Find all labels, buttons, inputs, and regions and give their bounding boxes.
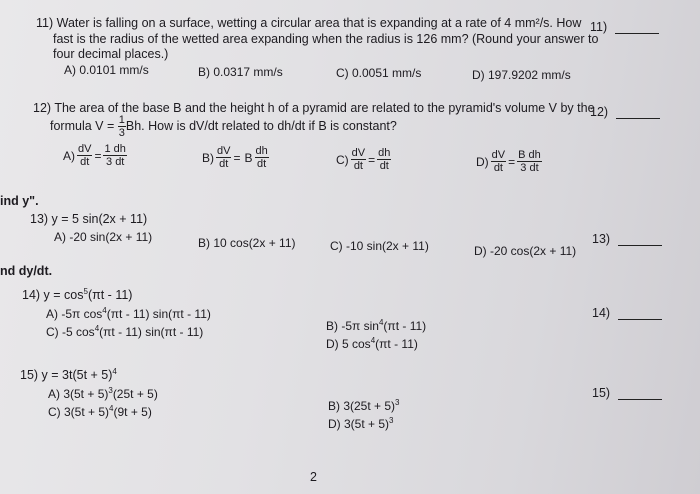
- equals-sign: =: [233, 150, 241, 165]
- option-text: (25t + 5): [112, 387, 158, 401]
- q15-answer-slot[interactable]: [592, 386, 662, 400]
- q12-line1: 12) The area of the base B and the height h of a pyramid are related to the pyramid's volume V by the: [33, 101, 595, 115]
- fraction-numerator: 1 dh: [104, 143, 126, 155]
- q11-blank[interactable]: [615, 33, 659, 34]
- exponent: 4: [112, 367, 117, 376]
- stem-text: 15) y = 3t(5t + 5): [20, 368, 113, 382]
- fraction-numerator: B dh: [518, 149, 541, 161]
- q14-option-c: [46, 324, 203, 339]
- fraction-denominator: dt: [353, 160, 363, 172]
- q13-option-a: A) -20 sin(2x + 11): [54, 230, 153, 244]
- exponent: 3: [389, 416, 394, 425]
- exponent: 4: [370, 336, 376, 345]
- fraction-denominator: dt: [257, 158, 267, 170]
- q12-number: 12): [590, 105, 609, 119]
- q13-option-b: B) 10 cos(2x + 11): [198, 236, 296, 250]
- option-text: D) 3(5t + 5): [328, 417, 390, 431]
- exponent: 3: [395, 398, 400, 407]
- option-text: (9t + 5): [113, 405, 152, 419]
- q11-option-d: D) 197.9202 mm/s: [472, 68, 571, 82]
- q15-option-c: [48, 404, 152, 419]
- q11-line2: fast is the radius of the wetted area expanding when the radius is 126 mm? (Round your answer to: [53, 32, 599, 46]
- q12-answer-slot[interactable]: [590, 105, 660, 119]
- option-label: C): [336, 152, 349, 167]
- q11-answer-slot[interactable]: [590, 20, 659, 34]
- fraction-numerator: dh: [378, 147, 391, 159]
- fraction-denominator: 3 dt: [520, 162, 539, 174]
- equals-sign: =: [94, 148, 102, 163]
- q12-formula-suffix: Bh. How is dV/dt related to dh/dt if B is constant?: [125, 118, 397, 133]
- dv-dt-fraction: [77, 143, 92, 168]
- option-label: B): [202, 150, 214, 165]
- option-text: D) 5 cos: [326, 337, 371, 351]
- dh-dt-fraction: [377, 147, 391, 172]
- q13-option-c: C) -10 sin(2x + 11): [330, 239, 429, 253]
- q14-option-a: [46, 306, 211, 321]
- q11-line1: 11) Water is falling on a surface, wetting a circular area that is expanding at a rate of 4 mm²/s. How: [36, 16, 582, 30]
- q12-option-b: [200, 145, 269, 170]
- option-text: C) -5 cos: [46, 325, 95, 339]
- fraction-denominator: dt: [379, 160, 389, 172]
- coefficient: B: [244, 150, 253, 165]
- q13-number: 13): [592, 232, 611, 246]
- equals-sign: =: [508, 154, 516, 169]
- q14-stem: [22, 284, 132, 303]
- q13-answer-slot[interactable]: [592, 232, 662, 246]
- fraction-denominator: dt: [80, 156, 90, 168]
- rhs-fraction: [103, 143, 126, 168]
- q12-option-c: [334, 147, 391, 172]
- q15-blank[interactable]: [618, 399, 662, 400]
- exponent: 5: [83, 287, 88, 296]
- q15-stem: [20, 364, 117, 383]
- fraction-numerator: dh: [255, 145, 268, 157]
- dh-dt-fraction: [255, 145, 269, 170]
- q14-blank[interactable]: [618, 319, 662, 320]
- exponent: 4: [102, 306, 107, 315]
- exponent: 4: [94, 324, 100, 333]
- exponent: 4: [109, 404, 114, 413]
- exponent: 4: [378, 318, 384, 327]
- equals-sign: =: [368, 152, 376, 167]
- fraction-numerator: dV: [217, 145, 231, 157]
- dv-dt-fraction: [351, 147, 366, 172]
- q12-option-a: [61, 143, 127, 168]
- option-text: (πt - 11): [383, 319, 427, 333]
- q14-number: 14): [592, 306, 611, 320]
- option-text: C) 3(5t + 5): [48, 405, 110, 419]
- fraction-denominator: 3: [118, 127, 125, 139]
- stem-text: 14) y = cos: [22, 288, 84, 302]
- q14-option-d: [326, 336, 418, 351]
- fraction-denominator: dt: [493, 162, 503, 174]
- dv-dt-fraction: [491, 149, 506, 174]
- section-heading-find-dydt: nd dy/dt.: [0, 264, 53, 278]
- q12-line2: [50, 114, 397, 139]
- exponent: 3: [108, 386, 113, 395]
- option-text: A) 3(5t + 5): [48, 387, 109, 401]
- option-text: (πt - 11) sin(πt - 11): [106, 307, 211, 321]
- q14-option-b: [326, 318, 426, 333]
- option-text: (πt - 11): [375, 337, 418, 351]
- option-text: B) -5π sin: [326, 319, 379, 333]
- fraction-numerator: dV: [351, 147, 366, 159]
- q14-answer-slot[interactable]: [592, 306, 662, 320]
- q13-option-d: D) -20 cos(2x + 11): [474, 244, 577, 258]
- option-text: (πt - 11) sin(πt - 11): [99, 325, 204, 339]
- fraction-numerator: dV: [78, 143, 92, 155]
- fraction-denominator: 3 dt: [106, 156, 125, 168]
- q13-blank[interactable]: [618, 245, 662, 246]
- stem-text: (πt - 11): [87, 288, 133, 302]
- option-label: D): [476, 154, 489, 169]
- option-label: A): [63, 148, 75, 163]
- dv-dt-fraction: [216, 145, 231, 170]
- q11-option-b: B) 0.0317 mm/s: [198, 65, 283, 79]
- q11-option-c: C) 0.0051 mm/s: [336, 66, 422, 80]
- q11-line3: four decimal places.): [53, 47, 169, 61]
- q15-number: 15): [592, 386, 611, 400]
- q12-blank[interactable]: [616, 118, 660, 119]
- fraction-denominator: dt: [219, 158, 229, 170]
- q15-option-d: [328, 416, 393, 431]
- q15-option-b: [328, 398, 399, 413]
- q13-stem: 13) y = 5 sin(2x + 11): [30, 212, 148, 226]
- option-text: A) -5π cos: [46, 307, 103, 321]
- option-text: B) 3(25t + 5): [328, 399, 396, 413]
- page-number: 2: [310, 470, 317, 484]
- q11-option-a: A) 0.0101 mm/s: [64, 63, 149, 77]
- q15-option-a: [48, 386, 158, 401]
- q12-formula-fraction: [118, 114, 126, 139]
- rhs-fraction: [517, 149, 542, 174]
- q11-number: 11): [590, 20, 608, 34]
- fraction-numerator: dV: [491, 149, 506, 161]
- fraction-numerator: 1: [118, 114, 125, 126]
- q12-option-d: [474, 149, 542, 174]
- section-heading-find-y: ind y".: [0, 194, 39, 208]
- q12-formula-prefix: formula V =: [50, 118, 118, 133]
